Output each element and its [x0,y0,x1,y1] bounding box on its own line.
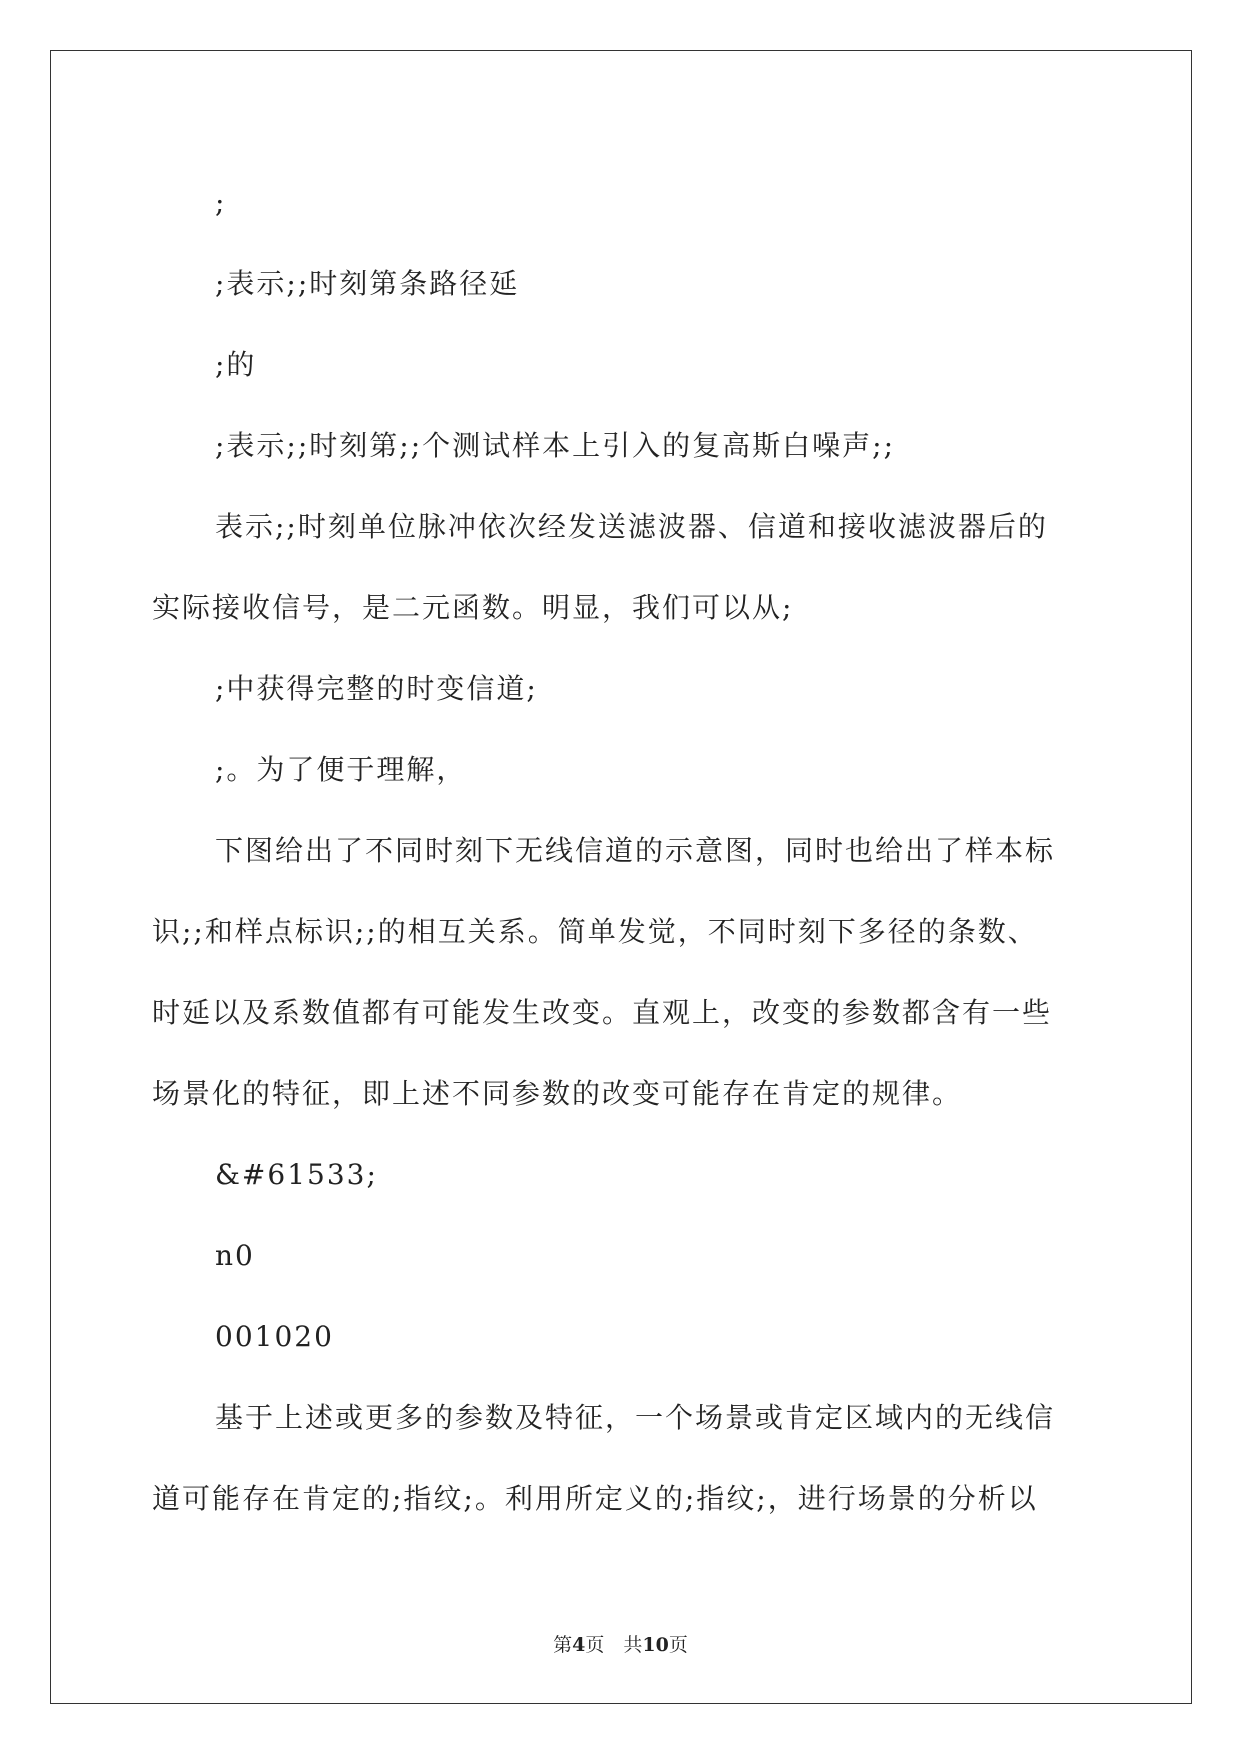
text-line: ; [215,186,227,219]
text-line: 001020 [215,1320,334,1353]
page-footer [0,1630,1241,1657]
text-line: 下图给出了不同时刻下无线信道的示意图，同时也给出了样本标 [215,834,1056,867]
text-line: 表示;;时刻单位脉冲依次经发送滤波器、信道和接收滤波器后的 [215,510,1048,543]
text-line: ;表示;;时刻第;;个测试样本上引入的复高斯白噪声;; [215,429,896,462]
document-body [152,162,1092,1539]
footer-suffix: 页 [668,1634,688,1656]
footer-prefix: 第 [553,1634,573,1656]
text-line: 识;;和样点标识;;的相互关系。简单发觉，不同时刻下多径的条数、 [152,915,1038,948]
total-pages-number: 10 [642,1634,669,1656]
text-line: ;表示;;时刻第条路径延 [215,267,520,300]
text-line: 时延以及系数值都有可能发生改变。直观上，改变的参数都含有一些 [152,996,1053,1029]
text-line: 道可能存在肯定的;指纹;。利用所定义的;指纹;，进行场景的分析以 [152,1482,1038,1515]
footer-mid: 页 共 [585,1634,643,1656]
text-line: 场景化的特征，即上述不同参数的改变可能存在肯定的规律。 [152,1077,963,1110]
text-line: 基于上述或更多的参数及特征，一个场景或肯定区域内的无线信 [215,1401,1056,1434]
text-line: &#61533; [215,1158,378,1191]
text-line: ;中获得完整的时变信道; [215,672,538,705]
text-line: 实际接收信号，是二元函数。明显，我们可以从; [152,591,794,624]
current-page-number: 4 [572,1634,586,1656]
text-line: n0 [215,1239,255,1272]
text-line: ;。为了便于理解， [215,753,467,786]
text-line: ;的 [215,348,257,381]
